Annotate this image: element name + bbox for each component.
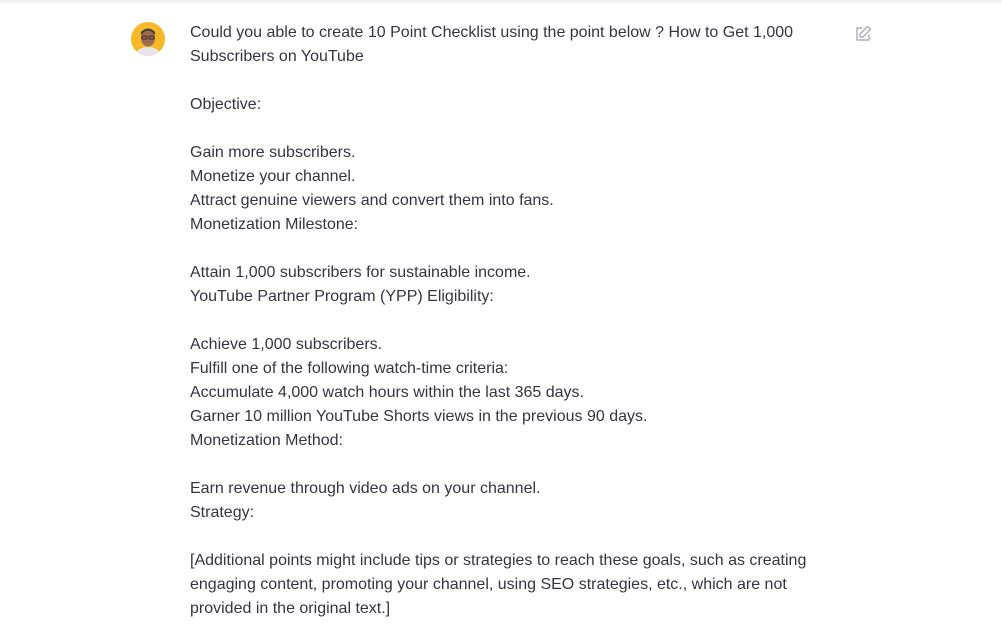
message-line: [Additional points might include tips or strategies to reach these goals, such as creating engaging content, promoting your channel, using SEO strategies, etc., which are not provided in the original text.]: [190, 552, 811, 617]
user-avatar: [131, 22, 165, 56]
message-line: [190, 69, 830, 93]
message-line: [190, 453, 830, 477]
top-shadow: [0, 0, 1002, 6]
message-line: Accumulate 4,000 watch hours within the last 365 days.: [190, 384, 584, 401]
edit-icon[interactable]: [853, 24, 873, 44]
message-line: YouTube Partner Program (YPP) Eligibility:: [190, 288, 494, 305]
message-line: Fulfill one of the following watch-time criteria:: [190, 360, 509, 377]
message-line: Monetize your channel.: [190, 168, 356, 185]
message-line: Could you able to create 10 Point Checklist using the point below ? How to Get 1,000 Subscribers on YouTube: [190, 24, 798, 65]
message-line: Garner 10 million YouTube Shorts views in the previous 90 days.: [190, 408, 648, 425]
message-line: Strategy:: [190, 504, 255, 521]
message-line: Earn revenue through video ads on your channel.: [190, 480, 541, 497]
message-line: Monetization Milestone:: [190, 216, 359, 233]
message-line: [190, 237, 830, 261]
message-line: Gain more subscribers.: [190, 144, 356, 161]
message-line: Attain 1,000 subscribers for sustainable income.: [190, 264, 531, 281]
user-message: [190, 21, 830, 621]
message-line: Monetization Method:: [190, 432, 343, 449]
message-line: [190, 117, 830, 141]
message-line: [190, 309, 830, 333]
message-line: [190, 525, 830, 549]
message-line: Attract genuine viewers and convert them into fans.: [190, 192, 554, 209]
message-line: Achieve 1,000 subscribers.: [190, 336, 383, 353]
message-line: Objective:: [190, 96, 262, 113]
